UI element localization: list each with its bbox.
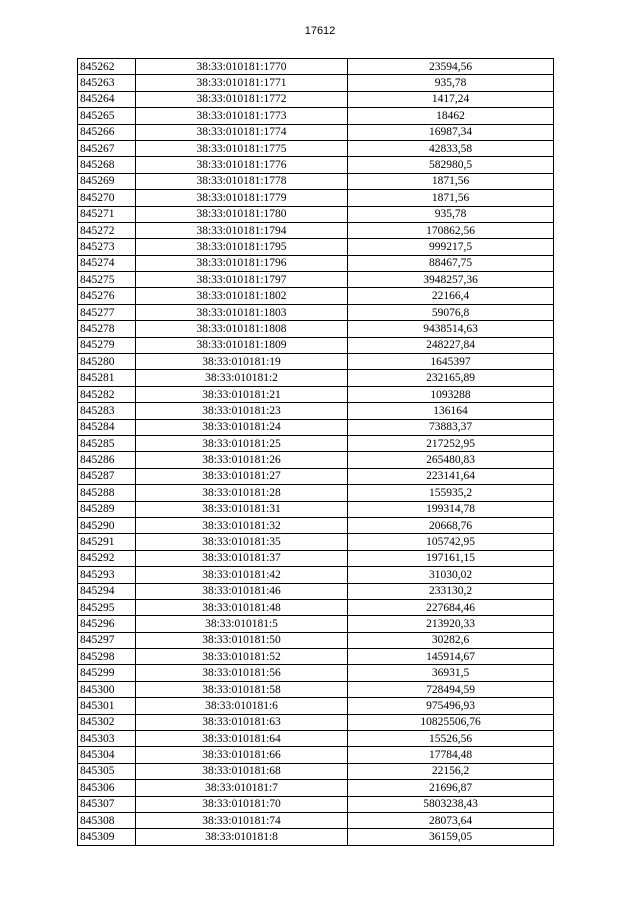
row-number-cell: 845264 [78, 91, 136, 107]
row-number-cell: 845279 [78, 337, 136, 353]
cadastral-number-cell: 38:33:010181:37 [136, 550, 348, 566]
row-number-cell: 845277 [78, 304, 136, 320]
cadastral-number-cell: 38:33:010181:5 [136, 616, 348, 632]
table-row [78, 714, 554, 730]
cadastral-number-cell: 38:33:010181:8 [136, 829, 348, 845]
row-number-cell: 845268 [78, 157, 136, 173]
value-cell: 31030,02 [348, 567, 554, 583]
table-row [78, 517, 554, 533]
value-cell: 170862,56 [348, 222, 554, 238]
row-number-cell: 845308 [78, 812, 136, 828]
value-cell: 88467,75 [348, 255, 554, 271]
row-number-cell: 845278 [78, 321, 136, 337]
value-cell: 1871,56 [348, 190, 554, 206]
row-number-cell: 845273 [78, 239, 136, 255]
value-cell: 935,78 [348, 75, 554, 91]
row-number-cell: 845303 [78, 731, 136, 747]
value-cell: 15526,56 [348, 731, 554, 747]
value-cell: 999217,5 [348, 239, 554, 255]
row-number-cell: 845267 [78, 140, 136, 156]
cadastral-number-cell: 38:33:010181:1780 [136, 206, 348, 222]
cadastral-number-cell: 38:33:010181:21 [136, 386, 348, 402]
cadastral-number-cell: 38:33:010181:24 [136, 419, 348, 435]
cadastral-number-cell: 38:33:010181:66 [136, 747, 348, 763]
table-row [78, 599, 554, 615]
row-number-cell: 845262 [78, 59, 136, 75]
table-row [78, 435, 554, 451]
cadastral-number-cell: 38:33:010181:32 [136, 517, 348, 533]
cadastral-number-cell: 38:33:010181:27 [136, 468, 348, 484]
cadastral-number-cell: 38:33:010181:58 [136, 681, 348, 697]
table-row [78, 140, 554, 156]
row-number-cell: 845292 [78, 550, 136, 566]
cadastral-number-cell: 38:33:010181:56 [136, 665, 348, 681]
row-number-cell: 845295 [78, 599, 136, 615]
cadastral-number-cell: 38:33:010181:74 [136, 812, 348, 828]
row-number-cell: 845263 [78, 75, 136, 91]
value-cell: 36931,5 [348, 665, 554, 681]
value-cell: 22166,4 [348, 288, 554, 304]
cadastral-number-cell: 38:33:010181:26 [136, 452, 348, 468]
cadastral-number-cell: 38:33:010181:1770 [136, 59, 348, 75]
cadastral-number-cell: 38:33:010181:6 [136, 698, 348, 714]
row-number-cell: 845288 [78, 485, 136, 501]
value-cell: 5803238,43 [348, 796, 554, 812]
row-number-cell: 845296 [78, 616, 136, 632]
table-row [78, 206, 554, 222]
table-row [78, 780, 554, 796]
row-number-cell: 845283 [78, 403, 136, 419]
cadastral-number-cell: 38:33:010181:1772 [136, 91, 348, 107]
cadastral-number-cell: 38:33:010181:1778 [136, 173, 348, 189]
value-cell: 21696,87 [348, 780, 554, 796]
value-cell: 197161,15 [348, 550, 554, 566]
cadastral-number-cell: 38:33:010181:1771 [136, 75, 348, 91]
row-number-cell: 845280 [78, 354, 136, 370]
value-cell: 18462 [348, 108, 554, 124]
table-row [78, 91, 554, 107]
cadastral-number-cell: 38:33:010181:42 [136, 567, 348, 583]
cadastral-table [77, 58, 554, 846]
value-cell: 1093288 [348, 386, 554, 402]
row-number-cell: 845309 [78, 829, 136, 845]
table-row [78, 796, 554, 812]
cadastral-number-cell: 38:33:010181:70 [136, 796, 348, 812]
table-row [78, 75, 554, 91]
cadastral-number-cell: 38:33:010181:2 [136, 370, 348, 386]
value-cell: 265480,83 [348, 452, 554, 468]
table-row [78, 829, 554, 845]
row-number-cell: 845265 [78, 108, 136, 124]
row-number-cell: 845291 [78, 534, 136, 550]
value-cell: 728494,59 [348, 681, 554, 697]
table-row [78, 550, 554, 566]
cadastral-number-cell: 38:33:010181:1779 [136, 190, 348, 206]
table-row [78, 731, 554, 747]
row-number-cell: 845275 [78, 272, 136, 288]
row-number-cell: 845297 [78, 632, 136, 648]
table-row [78, 681, 554, 697]
table-row [78, 616, 554, 632]
row-number-cell: 845286 [78, 452, 136, 468]
table-row [78, 304, 554, 320]
value-cell: 73883,37 [348, 419, 554, 435]
value-cell: 10825506,76 [348, 714, 554, 730]
value-cell: 227684,46 [348, 599, 554, 615]
value-cell: 145914,67 [348, 649, 554, 665]
table-row [78, 354, 554, 370]
row-number-cell: 845294 [78, 583, 136, 599]
value-cell: 233130,2 [348, 583, 554, 599]
row-number-cell: 845300 [78, 681, 136, 697]
cadastral-number-cell: 38:33:010181:1803 [136, 304, 348, 320]
cadastral-number-cell: 38:33:010181:52 [136, 649, 348, 665]
table-row [78, 501, 554, 517]
cadastral-number-cell: 38:33:010181:64 [136, 731, 348, 747]
table-row [78, 665, 554, 681]
cadastral-number-cell: 38:33:010181:1773 [136, 108, 348, 124]
row-number-cell: 845287 [78, 468, 136, 484]
table-row [78, 698, 554, 714]
cadastral-number-cell: 38:33:010181:23 [136, 403, 348, 419]
row-number-cell: 845274 [78, 255, 136, 271]
value-cell: 23594,56 [348, 59, 554, 75]
cadastral-number-cell: 38:33:010181:50 [136, 632, 348, 648]
cadastral-number-cell: 38:33:010181:46 [136, 583, 348, 599]
cadastral-number-cell: 38:33:010181:1794 [136, 222, 348, 238]
row-number-cell: 845301 [78, 698, 136, 714]
value-cell: 105742,95 [348, 534, 554, 550]
value-cell: 217252,95 [348, 435, 554, 451]
cadastral-number-cell: 38:33:010181:48 [136, 599, 348, 615]
value-cell: 1645397 [348, 354, 554, 370]
cadastral-number-cell: 38:33:010181:1776 [136, 157, 348, 173]
value-cell: 42833,58 [348, 140, 554, 156]
cadastral-number-cell: 38:33:010181:28 [136, 485, 348, 501]
row-number-cell: 845305 [78, 763, 136, 779]
row-number-cell: 845269 [78, 173, 136, 189]
cadastral-number-cell: 38:33:010181:68 [136, 763, 348, 779]
cadastral-number-cell: 38:33:010181:63 [136, 714, 348, 730]
table-row [78, 468, 554, 484]
value-cell: 199314,78 [348, 501, 554, 517]
table-row [78, 485, 554, 501]
row-number-cell: 845285 [78, 435, 136, 451]
table-row [78, 222, 554, 238]
row-number-cell: 845307 [78, 796, 136, 812]
cadastral-number-cell: 38:33:010181:35 [136, 534, 348, 550]
value-cell: 248227,84 [348, 337, 554, 353]
table-row [78, 747, 554, 763]
row-number-cell: 845271 [78, 206, 136, 222]
table-row [78, 321, 554, 337]
table-row [78, 583, 554, 599]
cadastral-number-cell: 38:33:010181:1774 [136, 124, 348, 140]
table-row [78, 452, 554, 468]
cadastral-number-cell: 38:33:010181:1808 [136, 321, 348, 337]
table-row [78, 337, 554, 353]
row-number-cell: 845289 [78, 501, 136, 517]
cadastral-number-cell: 38:33:010181:19 [136, 354, 348, 370]
value-cell: 136164 [348, 403, 554, 419]
table-body [78, 59, 554, 846]
cadastral-number-cell: 38:33:010181:31 [136, 501, 348, 517]
value-cell: 22156,2 [348, 763, 554, 779]
table-row [78, 812, 554, 828]
cadastral-number-cell: 38:33:010181:25 [136, 435, 348, 451]
value-cell: 232165,89 [348, 370, 554, 386]
table-row [78, 419, 554, 435]
cadastral-number-cell: 38:33:010181:1797 [136, 272, 348, 288]
table-row [78, 190, 554, 206]
page-number: 17612 [304, 25, 336, 37]
row-number-cell: 845302 [78, 714, 136, 730]
value-cell: 36159,05 [348, 829, 554, 845]
table-row [78, 288, 554, 304]
table-row [78, 157, 554, 173]
row-number-cell: 845298 [78, 649, 136, 665]
table-row [78, 108, 554, 124]
value-cell: 59076,8 [348, 304, 554, 320]
table-row [78, 632, 554, 648]
row-number-cell: 845276 [78, 288, 136, 304]
table-row [78, 649, 554, 665]
row-number-cell: 845306 [78, 780, 136, 796]
table-row [78, 403, 554, 419]
value-cell: 213920,33 [348, 616, 554, 632]
table-row [78, 370, 554, 386]
row-number-cell: 845284 [78, 419, 136, 435]
row-number-cell: 845304 [78, 747, 136, 763]
cadastral-number-cell: 38:33:010181:7 [136, 780, 348, 796]
value-cell: 16987,34 [348, 124, 554, 140]
table-row [78, 255, 554, 271]
row-number-cell: 845290 [78, 517, 136, 533]
value-cell: 3948257,36 [348, 272, 554, 288]
row-number-cell: 845281 [78, 370, 136, 386]
cadastral-number-cell: 38:33:010181:1802 [136, 288, 348, 304]
table-row [78, 763, 554, 779]
table-row [78, 124, 554, 140]
cadastral-number-cell: 38:33:010181:1795 [136, 239, 348, 255]
cadastral-number-cell: 38:33:010181:1796 [136, 255, 348, 271]
value-cell: 17784,48 [348, 747, 554, 763]
row-number-cell: 845293 [78, 567, 136, 583]
row-number-cell: 845270 [78, 190, 136, 206]
value-cell: 9438514,63 [348, 321, 554, 337]
row-number-cell: 845266 [78, 124, 136, 140]
row-number-cell: 845299 [78, 665, 136, 681]
value-cell: 20668,76 [348, 517, 554, 533]
row-number-cell: 845272 [78, 222, 136, 238]
value-cell: 935,78 [348, 206, 554, 222]
value-cell: 1417,24 [348, 91, 554, 107]
table-row [78, 386, 554, 402]
value-cell: 1871,56 [348, 173, 554, 189]
value-cell: 155935,2 [348, 485, 554, 501]
table-row [78, 173, 554, 189]
value-cell: 975496,93 [348, 698, 554, 714]
table-row [78, 272, 554, 288]
value-cell: 223141,64 [348, 468, 554, 484]
value-cell: 30282,6 [348, 632, 554, 648]
value-cell: 582980,5 [348, 157, 554, 173]
cadastral-number-cell: 38:33:010181:1809 [136, 337, 348, 353]
cadastral-number-cell: 38:33:010181:1775 [136, 140, 348, 156]
value-cell: 28073,64 [348, 812, 554, 828]
table-row [78, 567, 554, 583]
table-row [78, 534, 554, 550]
table-row [78, 239, 554, 255]
row-number-cell: 845282 [78, 386, 136, 402]
table-row [78, 59, 554, 75]
